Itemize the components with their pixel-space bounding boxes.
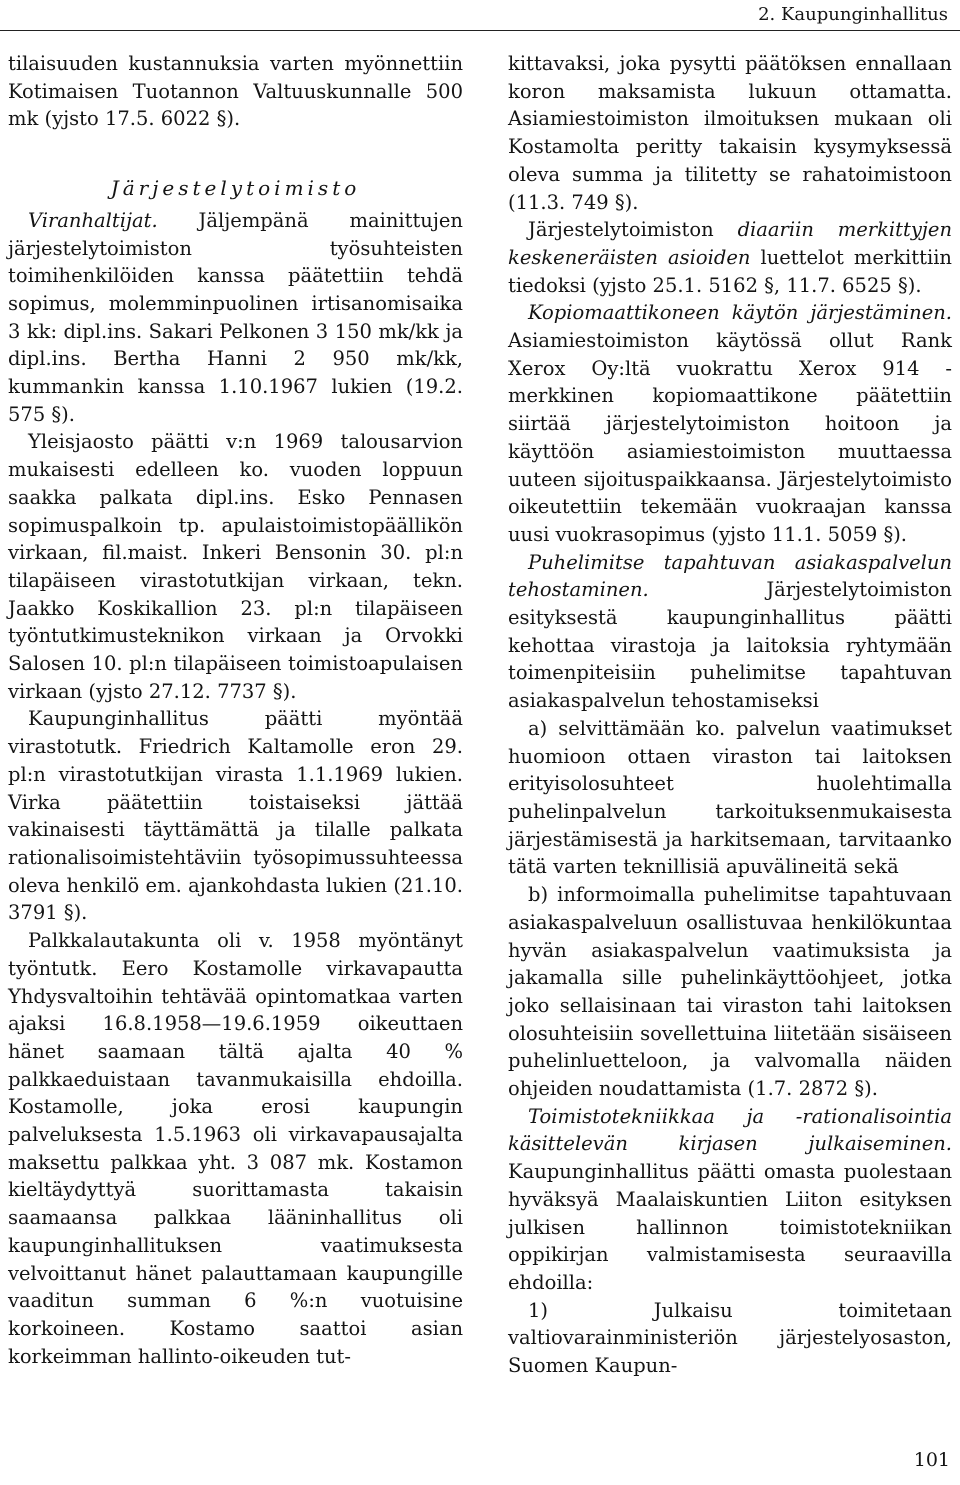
paragraph: Yleisjaosto päätti v:n 1969 talousarvion mukaisesti edelleen ko. vuoden loppuun saakka palkata dipl.ins. Esko Pennasen sopimuspalkoin tp. apulaistoimistopäällikön virkaan, fil.maist. Inkeri Bensonin 30. pl:n tilapäiseen virastotutkijan virkaan, tekn. Jaakko Koskikallion 23. pl:n tilapäiseen työntutkimusteknikon virkaan ja Orvokki Salosen 10. pl:n tilapäiseen toimistoapulaisen virkaan (yjsto 27.12. 7737 §). xyxy=(8,430,463,703)
paragraph: Viranhaltijat. Jäljempänä mainittujen järjestelytoimiston työsuhteisten toimihenkilöiden kanssa päätettiin tehdä sopimus, molemminpuolinen irtisanomisaika 3 kk: dipl.ins. Sakari Pelkonen 3 150 mk/kk ja dipl.ins. Bertha Hanni 2 950 mk/kk, kummankin kanssa 1.10.1967 lukien (19.2. 575 §). xyxy=(8,208,463,426)
running-head: 2. Kaupunginhallitus xyxy=(758,4,948,25)
paragraph: Toimistotekniikkaa ja -rationalisointia käsittelevän kirjasen julkaiseminen. Kaupunginhallitus päätti omasta puolestaan hyväksyä Maalaiskuntien Liiton esityksen julkisen hallinnon toimistotekniikan oppikirjan valmistamisesta seuraavilla ehdoilla: xyxy=(508,1104,952,1294)
header-rule xyxy=(0,30,960,31)
section-heading: Järjestelytoimisto xyxy=(110,176,361,201)
list-item: b) informoimalla puhelimitse tapahtuvaan asiakaspalveluun osallistuvaa henkilökuntaa hyvän asiakaspalvelun vaatimuksista ja jakamalla sille puhelinkäyttöohjeet, jotka joko sellaisinaan tai viraston tahi laitoksen olosuhteisiin sovellettuina liitetään sisäiseen puhelinluetteloon, ja valvomalla näiden ohjeiden noudattamista (1.7. 2872 §). xyxy=(508,883,952,1101)
paragraph: tilaisuuden kustannuksia varten myönnettiin Kotimaisen Tuotannon Valtuuskunnalle 500 mk (yjsto 17.5. 6022 §). xyxy=(8,52,463,131)
paragraph-label: Kopiomaattikoneen käytön järjestäminen. xyxy=(528,301,952,325)
paragraph: Palkkalautakunta oli v. 1958 myöntänyt työntutk. Eero Kostamolle virkavapautta Yhdysvaltoihin tehtävää opintomatkaa varten ajaksi 16.8.1958—19.6.1959 oikeuttaen hänet saamaan tältä ajalta 40 % palkkaeduistaan tavanmukaisilla ehdoilla. Kostamolle, joka erosi kaupungin palveluksesta 1.5.1963 oli virkavapausajalta maksettu palkkaa yht. 3 087 mk. Kostamon kieltäydyttyä suorittamasta takaisin saamaansa palkkaa lääninhallitus oli kaupunginhallituksen vaatimuksesta velvoittanut hänet palauttamaan kaupungille vaaditun summan 6 %:n vuotuisine korkoineen. Kostamo saattoi asian korkeimman hallinto-oikeuden tut- xyxy=(8,929,463,1368)
list-item: a) selvittämään ko. palvelun vaatimukset huomioon ottaen viraston tai laitoksen erityisolosuhteet huolehtimalla puhelinpalvelun tarkoituksenmukaisesta järjestämisestä ja harkitsemaan, tarvitaanko tätä varten teknillisiä apuvälineitä sekä xyxy=(508,716,952,879)
paragraph-label: Puhelimitse tapahtuvan asiakaspalvelun tehostaminen. xyxy=(508,550,952,602)
left-column xyxy=(8,50,463,1370)
paragraph: Järjestelytoimiston diaariin merkittyjen keskeneräisten asioiden luettelot merkittiin tiedoksi (yjsto 25.1. 5162 §, 11.7. 6525 §). xyxy=(508,218,953,297)
paragraph-label: Toimistotekniikkaa ja -rationalisointia käsittelevän kirjasen julkaiseminen. xyxy=(508,1104,952,1156)
paragraph: Kopiomaattikoneen käytön järjestäminen. Asiamiestoimiston käytössä ollut Rank Xerox Oy:ltä vuokrattu Xerox 914 -merkkinen kopiomaattikone päätettiin siirtää järjestelytoimiston hoitoon ja käyttöön asiamiestoimiston muuttaessa uuteen sijoituspaikkaansa. Järjestelytoimisto oikeutettiin tekemään vuokraajan kanssa uusi vuokrasopimus (yjsto 11.1. 5059 §). xyxy=(508,301,952,546)
right-column xyxy=(508,50,952,1380)
paragraph-label: Viranhaltijat. xyxy=(28,208,158,232)
paragraph: kittavaksi, joka pysytti päätöksen ennallaan koron maksamista lukuun ottamatta. Asiamiestoimiston ilmoituksen mukaan oli Kostamolta peritty takaisin kysymyksessä oleva summa ja tilitetty se rahatoimistoon (11.3. 749 §). xyxy=(508,52,952,214)
page-number: 101 xyxy=(913,1449,950,1471)
paragraph: Puhelimitse tapahtuvan asiakaspalvelun tehostaminen. Järjestelytoimiston esityksestä kaupunginhallitus päätti kehottaa virastoja ja laitoksia ryhtymään toimenpiteisiin puhelimitse tapahtuvan asiakaspalvelun tehostamiseksi xyxy=(508,550,952,713)
paragraph: Kaupunginhallitus päätti myöntää virastotutk. Friedrich Kaltamolle eron 29. pl:n virastotutkijan virasta 1.1.1969 lukien. Virka päätettiin toistaiseksi jättää vakinaisesti täyttämättä ja tilalle palkata rationalisoimistehtäviin työsopimussuhteessa oleva henkilö em. ajankohdasta lukien (21.10. 3791 §). xyxy=(8,707,463,925)
list-item: 1) Julkaisu toimitetaan valtiovarainministeriön järjestelyosaston, Suomen Kaupun- xyxy=(508,1298,952,1378)
